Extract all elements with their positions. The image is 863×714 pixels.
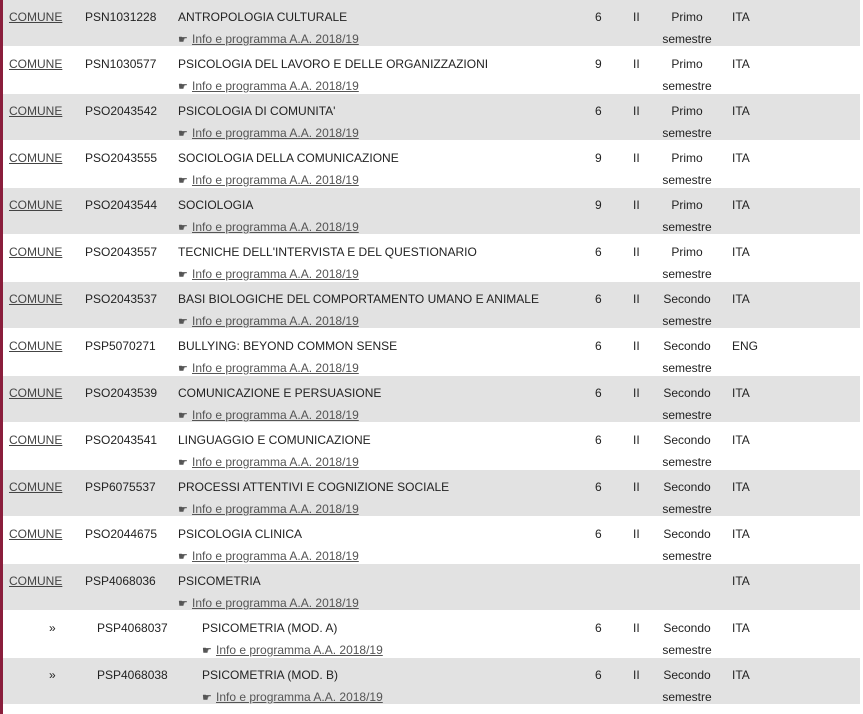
course-cfu: 9 [595,57,602,71]
course-row [3,141,860,188]
course-language: ITA [732,198,750,212]
course-semester: Primo [671,198,703,212]
course-row [3,470,860,517]
course-cfu: 6 [595,527,602,541]
course-language: ITA [732,245,750,259]
info-link-label[interactable]: Info e programma A.A. 2018/19 [216,643,383,657]
course-semester: Secondo [663,386,711,400]
course-semester-suffix: semestre [662,32,712,46]
info-link[interactable] [202,643,383,659]
course-title: TECNICHE DELL'INTERVISTA E DEL QUESTIONARIO [178,245,477,259]
course-title: PSICOLOGIA DEL LAVORO E DELLE ORGANIZZAZIONI [178,57,489,71]
course-code: PSO2043555 [85,151,158,165]
course-row [3,611,860,658]
course-year: II [633,621,640,635]
course-language: ITA [732,527,750,541]
course-code: PSP6075537 [85,480,156,494]
info-link-label[interactable]: Info e programma A.A. 2018/19 [216,690,383,704]
info-link-label[interactable]: Info e programma A.A. 2018/19 [192,596,359,610]
course-row [3,329,860,376]
course-semester: Primo [671,151,703,165]
course-semester: Secondo [663,480,711,494]
course-semester: Secondo [663,339,711,353]
course-language: ITA [732,151,750,165]
course-cfu: 6 [595,433,602,447]
course-cfu: 6 [595,668,602,682]
course-type-link[interactable]: COMUNE [9,245,63,259]
info-link-label[interactable]: Info e programma A.A. 2018/19 [192,314,359,328]
info-link[interactable] [178,173,359,189]
course-row [3,188,860,235]
course-type-link[interactable]: COMUNE [9,527,63,541]
courses-table [3,0,860,705]
info-link-label[interactable]: Info e programma A.A. 2018/19 [192,502,359,516]
course-year: II [633,10,640,24]
course-semester-suffix: semestre [662,690,712,704]
course-semester: Secondo [663,292,711,306]
course-language: ITA [732,57,750,71]
course-semester-suffix: semestre [662,314,712,328]
info-link[interactable] [178,549,359,565]
course-type-link[interactable]: COMUNE [9,386,63,400]
course-semester-suffix: semestre [662,267,712,281]
course-semester-suffix: semestre [662,220,712,234]
info-link[interactable] [178,267,359,283]
info-link-label[interactable]: Info e programma A.A. 2018/19 [192,455,359,469]
info-link-label[interactable]: Info e programma A.A. 2018/19 [192,79,359,93]
info-link-label[interactable]: Info e programma A.A. 2018/19 [192,126,359,140]
course-type-link[interactable]: COMUNE [9,151,63,165]
course-cfu: 9 [595,198,602,212]
course-code: PSO2043539 [85,386,158,400]
course-row [3,658,860,705]
course-cfu: 6 [595,10,602,24]
course-code: PSO2043541 [85,433,158,447]
course-year: II [633,151,640,165]
course-title: SOCIOLOGIA DELLA COMUNICAZIONE [178,151,399,165]
course-code: PSO2043544 [85,198,158,212]
course-semester: Secondo [663,668,711,682]
course-title: COMUNICAZIONE E PERSUASIONE [178,386,382,400]
info-link[interactable] [178,79,359,95]
info-link-label[interactable]: Info e programma A.A. 2018/19 [192,549,359,563]
course-semester-suffix: semestre [662,173,712,187]
course-row [3,47,860,94]
course-semester: Secondo [663,527,711,541]
course-semester-suffix: semestre [662,455,712,469]
course-language: ITA [732,621,750,635]
course-title: PSICOMETRIA [178,574,261,588]
course-row [3,282,860,329]
course-type-link[interactable]: COMUNE [9,292,63,306]
course-language: ITA [732,104,750,118]
course-year: II [633,386,640,400]
info-link[interactable] [178,502,359,518]
course-semester-suffix: semestre [662,126,712,140]
info-link[interactable] [202,690,383,706]
course-row [3,423,860,470]
course-semester-suffix: semestre [662,79,712,93]
hand-pointer-icon: ☛ [178,128,188,140]
course-title: SOCIOLOGIA [178,198,254,212]
hand-pointer-icon: ☛ [202,692,212,704]
course-code: PSP4068036 [85,574,156,588]
hand-pointer-icon: ☛ [178,598,188,610]
course-row [3,94,860,141]
course-title: BASI BIOLOGICHE DEL COMPORTAMENTO UMANO E ANIMALE [178,292,539,306]
hand-pointer-icon: ☛ [178,504,188,516]
course-type-link[interactable]: COMUNE [9,198,63,212]
course-title: PSICOLOGIA CLINICA [178,527,303,541]
info-link-label[interactable]: Info e programma A.A. 2018/19 [192,220,359,234]
hand-pointer-icon: ☛ [178,175,188,187]
hand-pointer-icon: ☛ [178,363,188,375]
hand-pointer-icon: ☛ [178,81,188,93]
course-cfu: 6 [595,480,602,494]
course-semester: Secondo [663,621,711,635]
hand-pointer-icon: ☛ [178,222,188,234]
course-language: ITA [732,10,750,24]
info-link[interactable] [178,455,359,471]
course-semester: Primo [671,245,703,259]
course-language: ENG [732,339,759,353]
course-title: PSICOLOGIA DI COMUNITA' [178,104,336,118]
course-title: ANTROPOLOGIA CULTURALE [178,10,348,24]
course-semester-suffix: semestre [662,361,712,375]
course-language: ITA [732,480,750,494]
course-year: II [633,480,640,494]
course-title: PSICOMETRIA (MOD. B) [202,668,339,682]
course-semester: Primo [671,104,703,118]
course-cfu: 9 [595,151,602,165]
info-link-label[interactable]: Info e programma A.A. 2018/19 [192,361,359,375]
course-code: PSN1030577 [85,57,157,71]
info-link-label[interactable]: Info e programma A.A. 2018/19 [192,408,359,422]
course-row [3,564,860,611]
info-link[interactable] [178,361,359,377]
course-cfu: 6 [595,292,602,306]
course-code: PSO2044675 [85,527,158,541]
submodule-marker: » [49,621,56,635]
hand-pointer-icon: ☛ [178,410,188,422]
info-link[interactable] [178,596,359,612]
course-type-link[interactable]: COMUNE [9,433,63,447]
submodule-marker: » [49,668,56,682]
course-type-link[interactable]: COMUNE [9,57,63,71]
course-semester: Secondo [663,433,711,447]
course-language: ITA [732,433,750,447]
info-link[interactable] [178,32,359,48]
course-year: II [633,104,640,118]
course-code: PSP4068037 [97,621,168,635]
hand-pointer-icon: ☛ [202,645,212,657]
info-link[interactable] [178,314,359,330]
course-semester-suffix: semestre [662,549,712,563]
course-title: PSICOMETRIA (MOD. A) [202,621,338,635]
course-title: PROCESSI ATTENTIVI E COGNIZIONE SOCIALE [178,480,450,494]
course-code: PSN1031228 [85,10,157,24]
info-link-label[interactable]: Info e programma A.A. 2018/19 [192,32,359,46]
course-year: II [633,245,640,259]
course-language: ITA [732,574,750,588]
course-year: II [633,292,640,306]
hand-pointer-icon: ☛ [178,34,188,46]
hand-pointer-icon: ☛ [178,457,188,469]
course-year: II [633,668,640,682]
course-semester-suffix: semestre [662,502,712,516]
info-link[interactable] [178,220,359,236]
hand-pointer-icon: ☛ [178,269,188,281]
course-code: PSO2043542 [85,104,158,118]
course-cfu: 6 [595,104,602,118]
course-row [3,517,860,564]
course-cfu: 6 [595,621,602,635]
course-code: PSP4068038 [97,668,168,682]
info-link[interactable] [178,408,359,424]
course-semester: Primo [671,57,703,71]
course-semester: Primo [671,10,703,24]
course-cfu: 6 [595,339,602,353]
course-year: II [633,57,640,71]
course-year: II [633,339,640,353]
hand-pointer-icon: ☛ [178,551,188,563]
course-language: ITA [732,292,750,306]
info-link[interactable] [178,126,359,142]
course-row [3,235,860,282]
course-type-link[interactable]: COMUNE [9,574,63,588]
course-type-link[interactable]: COMUNE [9,480,63,494]
course-year: II [633,527,640,541]
course-code: PSO2043557 [85,245,158,259]
course-type-link[interactable]: COMUNE [9,104,63,118]
course-cfu: 6 [595,386,602,400]
hand-pointer-icon: ☛ [178,316,188,328]
course-cfu: 6 [595,245,602,259]
course-row [3,0,860,47]
course-year: II [633,433,640,447]
course-code: PSP5070271 [85,339,156,353]
course-title: BULLYING: BEYOND COMMON SENSE [178,339,398,353]
course-type-link[interactable]: COMUNE [9,10,63,24]
info-link-label[interactable]: Info e programma A.A. 2018/19 [192,267,359,281]
course-language: ITA [732,386,750,400]
info-link-label[interactable]: Info e programma A.A. 2018/19 [192,173,359,187]
course-code: PSO2043537 [85,292,158,306]
course-year: II [633,198,640,212]
course-row [3,376,860,423]
course-title: LINGUAGGIO E COMUNICAZIONE [178,433,371,447]
course-semester-suffix: semestre [662,408,712,422]
course-language: ITA [732,668,750,682]
course-type-link[interactable]: COMUNE [9,339,63,353]
course-semester-suffix: semestre [662,643,712,657]
